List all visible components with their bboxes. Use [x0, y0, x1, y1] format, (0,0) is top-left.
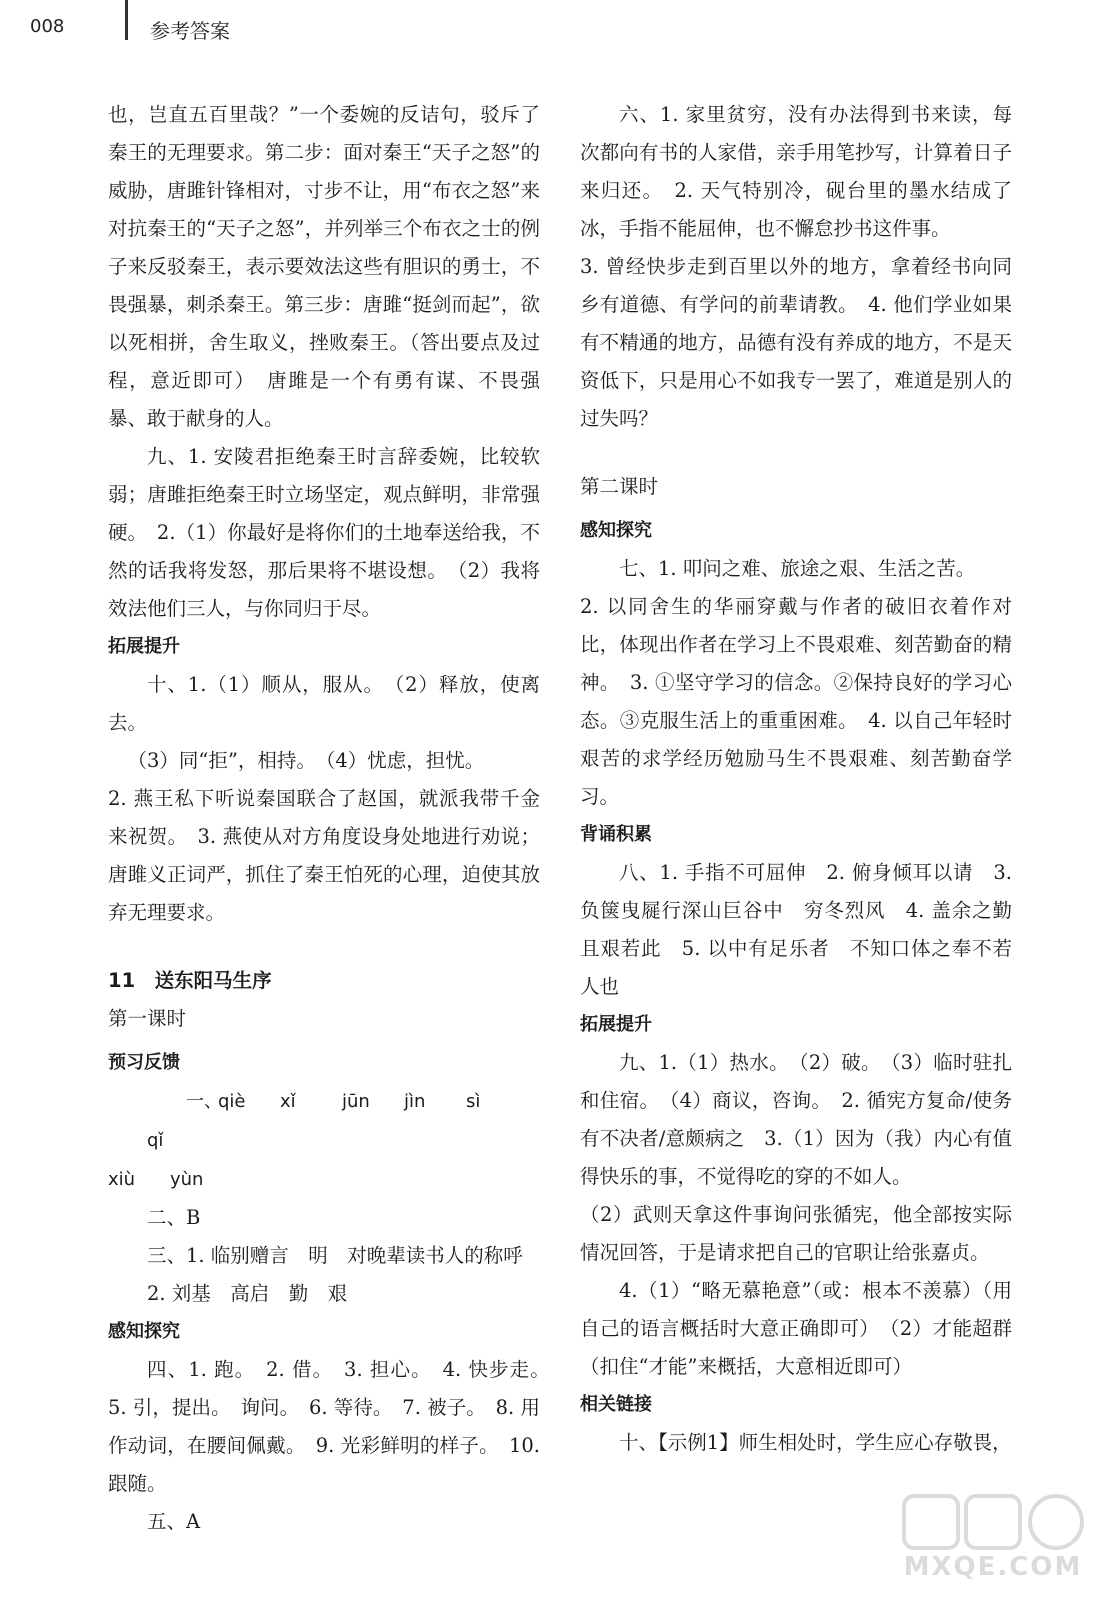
- answer-paragraph: （2）武则天拿这件事询问张循宪，他全部按实际情况回答，于是请求把自己的官职让给张嘉贞。: [580, 1203, 1012, 1264]
- section-heading: 预习反馈: [108, 1052, 180, 1073]
- answer-paragraph: 2. 以同舍生的华丽穿戴与作者的破旧衣着作对比，体现出作者在学习上不畏艰难、刻苦勤奋的精神。 3. ①坚守学习的信念。②保持良好的学习心态。③克服生活上的重重困难。 4. 以自己年轻时艰苦的求学经历勉励马生不畏艰难、刻苦勤奋学习。: [580, 595, 1012, 808]
- answer-paragraph: 三、1. 临别赠言 明 对晚辈读书人的称呼: [147, 1244, 523, 1267]
- lesson-title: 11 送东阳马生序: [108, 969, 272, 992]
- left-column: [108, 96, 560, 1541]
- answer-paragraph: 十、1.（1）顺从，服从。 （2）释放，使离去。: [108, 673, 540, 734]
- answer-paragraph: 五、A: [147, 1510, 201, 1533]
- answer-paragraph: 2. 刘基 高启 勤 艰: [147, 1282, 348, 1305]
- section-heading: 拓展提升: [108, 636, 180, 657]
- section-heading: 感知探究: [108, 1321, 180, 1342]
- section-heading: 相关链接: [580, 1394, 652, 1415]
- answer-paragraph: 4.（1）“略无慕艳意”（或：根本不羡慕）（用自己的语言概括时大意正确即可） （2）才能超群（扣住“才能”来概括，大意相近即可）: [580, 1279, 1012, 1378]
- lesson-subtitle: 第一课时: [108, 1007, 187, 1030]
- answer-paragraph: （3）同“拒”，相持。 （4）忧虑，担忧。: [127, 749, 485, 772]
- answer-paragraph: 二、B: [147, 1206, 201, 1229]
- page-header: [0, 0, 1100, 60]
- answer-paragraph: 六、1. 家里贫穷，没有办法得到书来读，每次都向有书的人家借，亲手用笔抄写，计算着日子来归还。 2. 天气特别冷，砚台里的墨水结成了冰，手指不能屈伸，也不懈怠抄书这件事。: [580, 103, 1012, 240]
- answer-paragraph: 七、1. 叩问之难、旅途之艰、生活之苦。: [619, 557, 976, 580]
- pinyin-row: 一、qiè xǐ jūn jìn sìqǐ: [108, 1082, 540, 1160]
- answer-paragraph: 八、1. 手指不可屈伸 2. 俯身倾耳以请 3. 负箧曳屣行深山巨谷中 穷冬烈风 4. 盖余之勤且艰若此 5. 以中有足乐者 不知口体之奉不若人也: [580, 861, 1012, 998]
- answer-paragraph: 九、1. 安陵君拒绝秦王时言辞委婉，比较软弱；唐雎拒绝秦王时立场坚定，观点鲜明，非常强硬。 2.（1）你最好是将你们的土地奉送给我，不然的话我将发怒，那后果将不堪设想。 （2）我将效法他们三人，与你同归于尽。: [108, 445, 540, 620]
- watermark-logo: [898, 1490, 1088, 1590]
- section-heading: 感知探究: [580, 520, 652, 541]
- pinyin-label: 一、: [186, 1091, 222, 1112]
- answer-paragraph: 四、1. 跑。 2. 借。 3. 担心。 4. 快步走。 5. 引，提出。 询问。 6. 等待。 7. 被子。 8. 用作动词，在腰间佩戴。 9. 光彩鲜明的样子。 10. 跟随。: [108, 1358, 560, 1495]
- answer-paragraph: 2. 燕王私下听说秦国联合了赵国，就派我带千金来祝贺。 3. 燕使从对方角度设身处地进行劝说；唐雎义正词严，抓住了秦王怕死的心理，迫使其放弃无理要求。: [108, 787, 540, 924]
- answer-paragraph: 也，岂直五百里哉？”一个委婉的反诘句，驳斥了秦王的无理要求。第二步：面对秦王“天子之怒”的威胁，唐雎针锋相对，寸步不让，用“布衣之怒”来对抗秦王的“天子之怒”，并列举三个布衣之士的例子来反驳秦王，表示要效法这些有胆识的勇士，不畏强暴，刺杀秦王。第三步：唐雎“挺剑而起”，欲以死相拼，舍生取义，挫败秦王。（答出要点及过程，意近即可） 唐雎是一个有勇有谋、不畏强暴、敢于献身的人。: [108, 103, 540, 430]
- pinyin-row: xiù yùn: [108, 1169, 204, 1190]
- right-column: [580, 96, 1012, 1462]
- answer-paragraph: 3. 曾经快步走到百里以外的地方，拿着经书向同乡有道德、有学问的前辈请教。 4. 他们学业如果有不精通的地方，品德有没有养成的地方，不是天资低下，只是用心不如我专一罢了，难道是别人的过失吗？: [580, 255, 1012, 430]
- section-heading: 拓展提升: [580, 1014, 652, 1035]
- lesson-subtitle: 第二课时: [580, 475, 659, 498]
- watermark-icon: [898, 1490, 1088, 1554]
- page-number: 008: [30, 16, 65, 37]
- header-title: 参考答案: [150, 19, 230, 43]
- answer-paragraph: 十、【示例1】师生相处时，学生应心存敬畏，: [619, 1431, 1012, 1454]
- watermark-text: MXQE.COM: [903, 1552, 1083, 1582]
- answer-paragraph: 九、1.（1）热水。 （2）破。 （3）临时驻扎和住宿。 （4）商议，咨询。 2. 循宪方复命/使务有不决者/意颇病之 3.（1）因为（我）内心有值得快乐的事，不觉得吃的穿的不如人。: [580, 1051, 1012, 1188]
- section-heading: 背诵积累: [580, 824, 652, 845]
- header-divider: [125, 0, 128, 40]
